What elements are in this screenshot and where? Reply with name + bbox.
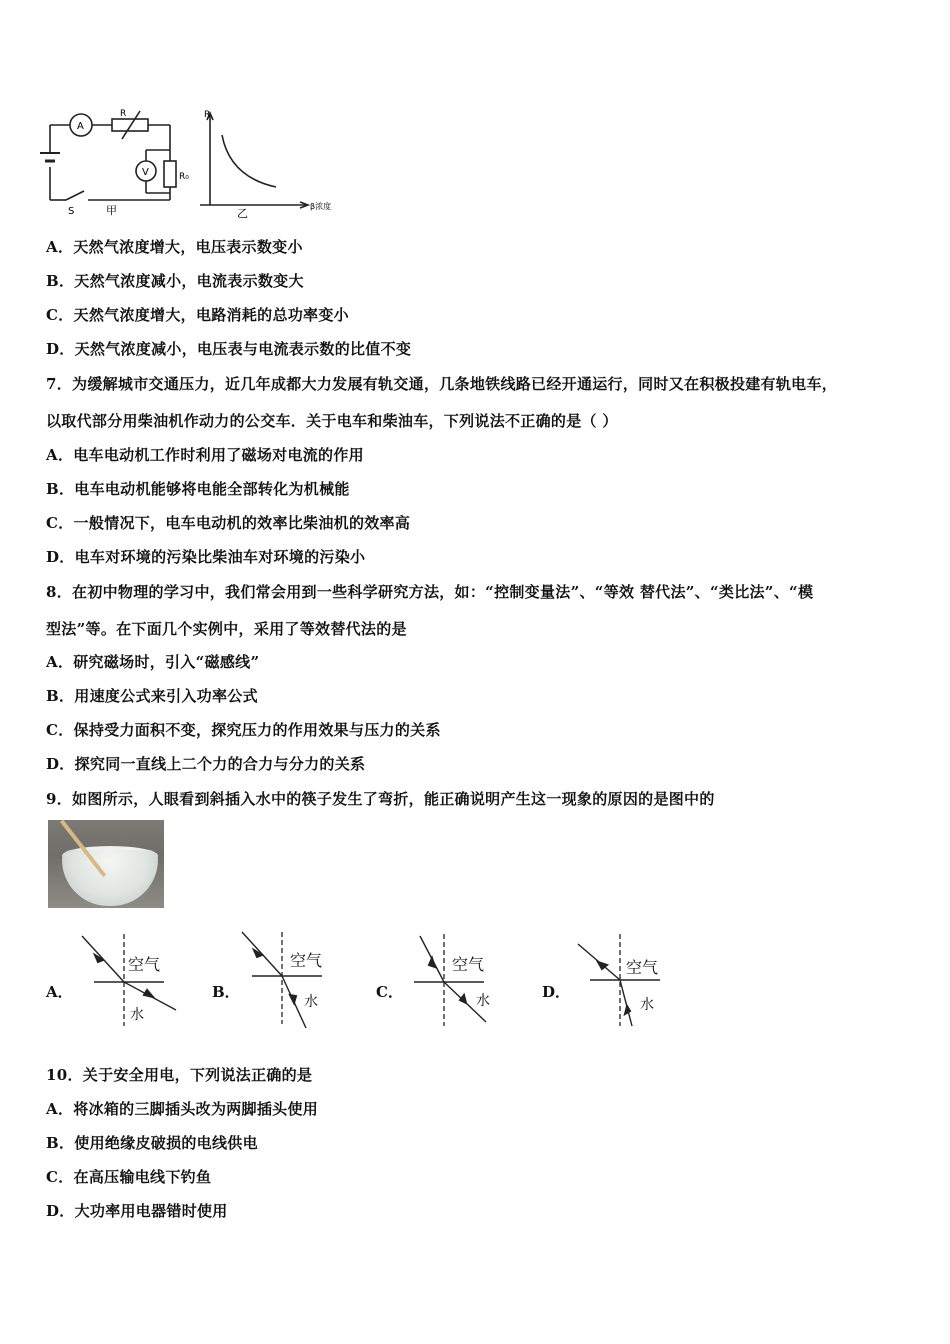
q9-d-air-label: 空气 [626,958,659,977]
ammeter-label: A [77,121,84,132]
q10-option-d: D．大功率用电器错时使用 [46,1202,228,1220]
q9-b-air-label: 空气 [290,951,323,970]
q6-figure [40,105,350,220]
circuit-diagram [40,111,176,200]
q8-option-c: C．保持受力面积不变，探究压力的作用效果与压力的关系 [46,721,441,739]
q7-option-c: C．一般情况下，电车电动机的效率比柴油机的效率高 [46,514,411,532]
resistor-label: R [120,109,127,119]
q9-c-air-label: 空气 [452,955,485,974]
q9-d-water-label: 水 [640,997,654,1013]
q8-option-d: D．探究同一直线上二个力的合力与分力的关系 [46,755,366,773]
q7-option-a: A．电车电动机工作时利用了磁场对电流的作用 [46,446,364,464]
q9-option-a-letter: A． [46,983,73,1001]
q10-option-b: B．使用绝缘皮破损的电线供电 [46,1134,258,1152]
q9-diagram-b [236,928,356,1028]
q9-c-water-label: 水 [476,993,490,1009]
q9-option-d-letter: D． [542,983,571,1001]
resistance-graph [200,113,308,208]
axis-r-label: R [204,110,211,120]
q8-option-a: A．研究磁场时，引入“磁感线” [46,653,260,671]
q6-option-c: C．天然气浓度增大，电路消耗的总功率变小 [46,306,349,324]
q9-diagram-d [570,930,690,1030]
q6-option-d: D．天然气浓度减小，电压表与电流表示数的比值不变 [46,340,412,358]
q7-option-d: D．电车对环境的污染比柴油车对环境的污染小 [46,548,366,566]
axis-x-label: β浓度 [310,202,332,211]
fig-yi-label: 乙 [237,207,248,220]
q7-stem-line1: 7．为缓解城市交通压力，近几年成都大力发展有轨交通，几条地铁线路已经开通运行，同时又在积极投建有轨电车， [46,375,838,393]
q9-option-c-letter: C． [376,983,403,1001]
q9-b-water-label: 水 [304,994,318,1010]
q9-option-b-letter: B． [212,983,240,1001]
q10-option-c: C．在高压输电线下钓鱼 [46,1168,212,1186]
q8-option-b: B．用速度公式来引入功率公式 [46,687,258,705]
q7-option-b: B．电车电动机能够将电能全部转化为机械能 [46,480,350,498]
r0-label: R₀ [179,172,189,182]
q10-option-a: A．将冰箱的三脚插头改为两脚插头使用 [46,1100,319,1118]
chopstick-bowl-photo [48,820,164,908]
q8-stem-line1: 8．在初中物理的学习中，我们常会用到一些科学研究方法，如：“控制变量法”、“等效 替代法”、“类比法”、“模 [46,583,814,601]
q9-diagram-c [402,930,522,1030]
q8-stem-line2: 型法”等。在下面几个实例中，采用了等效替代法的是 [46,620,407,638]
q9-stem: 9．如图所示，人眼看到斜插入水中的筷子发生了弯折，能正确说明产生这一现象的原因的是图中的 [46,790,715,808]
q10-stem: 10．关于安全用电，下列说法正确的是 [46,1066,313,1084]
q9-a-air-label: 空气 [128,955,161,974]
fig-jia-label: 甲 [106,204,117,217]
q7-stem-line2: 以取代部分用柴油机作动力的公交车．关于电车和柴油车，下列说法不正确的是（ ） [46,412,618,430]
q9-a-water-label: 水 [130,1007,144,1023]
voltmeter-label: V [142,167,149,178]
q6-option-a: A．天然气浓度增大，电压表示数变小 [46,238,303,256]
q6-option-b: B．天然气浓度减小，电流表示数变大 [46,272,304,290]
switch-label: S [68,206,75,217]
